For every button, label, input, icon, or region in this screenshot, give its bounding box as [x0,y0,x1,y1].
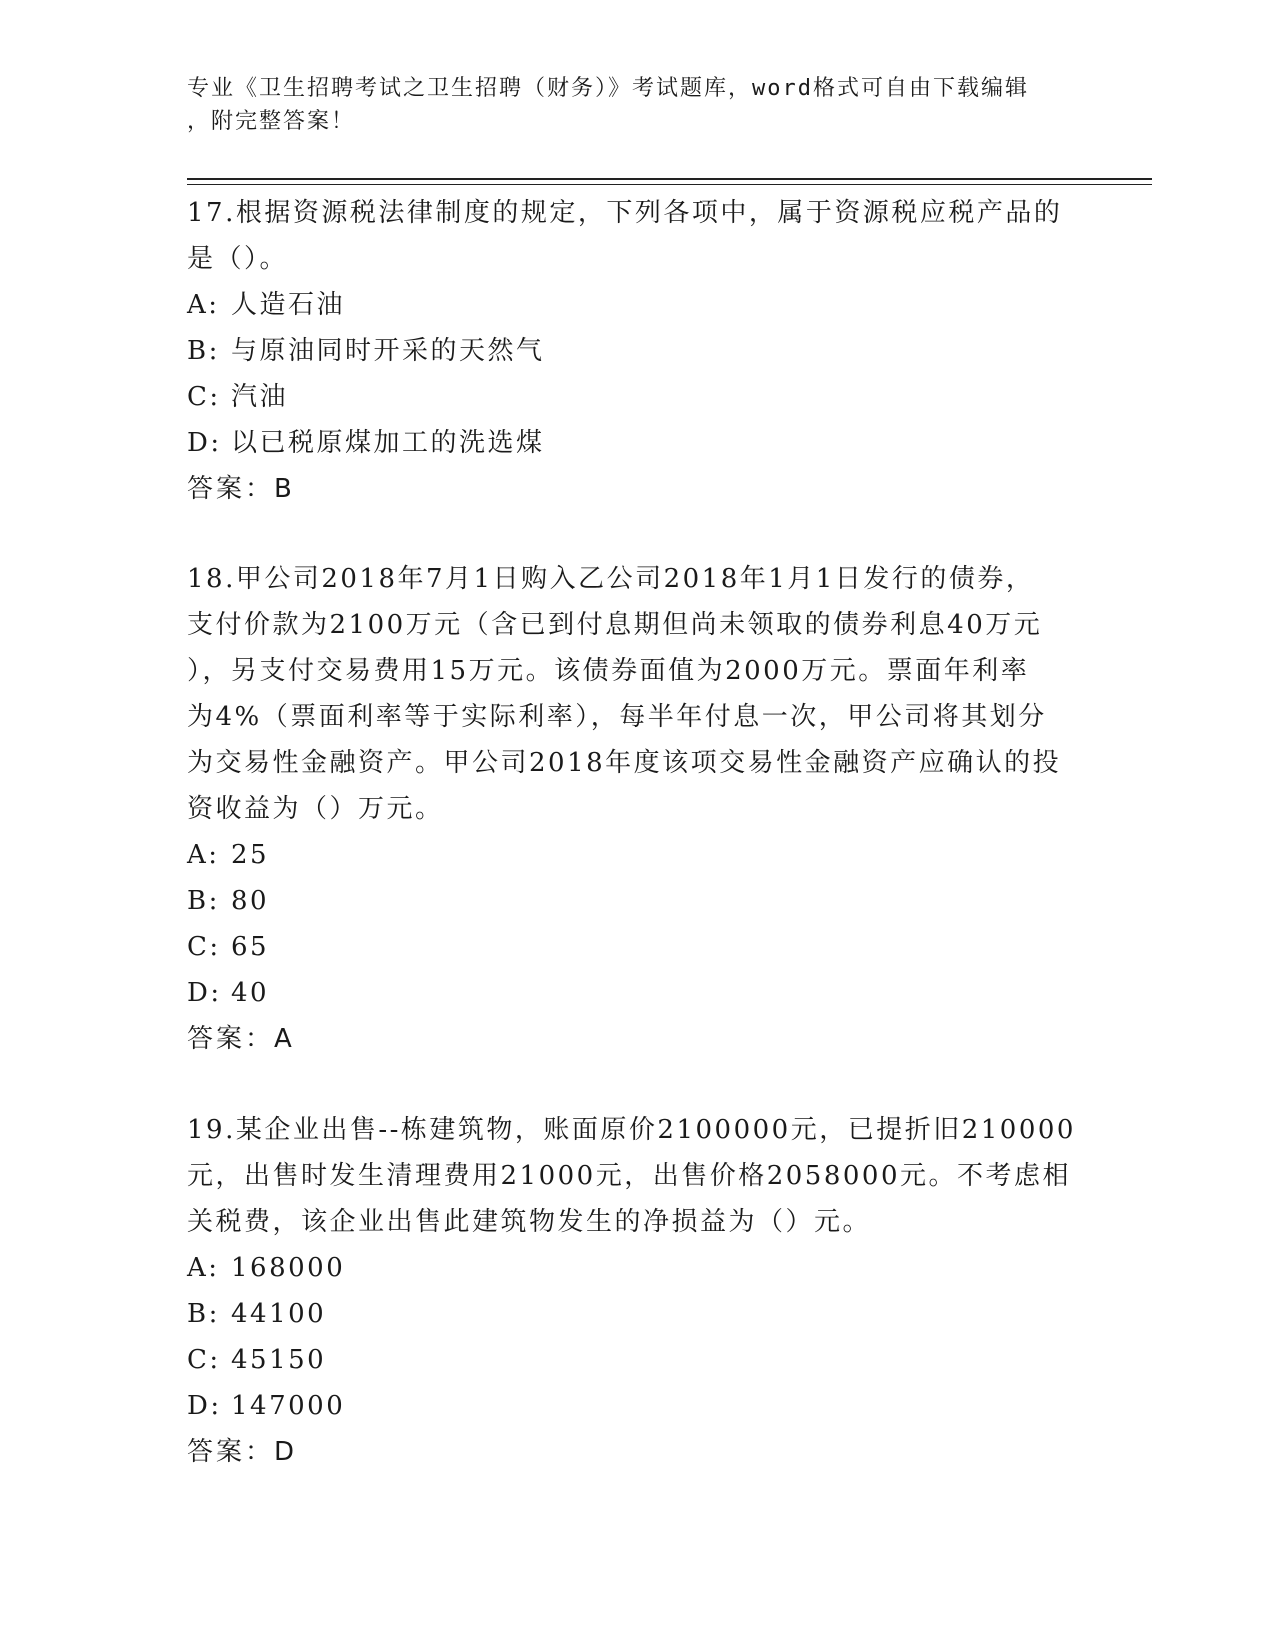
header-divider-thick [187,178,1152,180]
option-d [187,420,1087,466]
option-b [187,1291,1087,1337]
question-text-line: 关税费，该企业出售此建筑物发生的净损益为（）元。 [187,1207,872,1237]
header-line-1: 专业《卫生招聘考试之卫生招聘（财务）》考试题库，word格式可自由下载编辑 [187,76,1029,101]
option-label: A: [187,840,220,870]
answer-line: 答案：B [187,474,295,504]
option-text: 以已税原煤加工的洗选煤 [231,428,545,458]
question-text-line: 为4%（票面利率等于实际利率），每半年付息一次，甲公司将其划分 [187,702,1047,732]
option-d [187,1383,1087,1429]
option-text: 168000 [231,1253,346,1283]
option-label: B: [187,886,220,916]
answer-line: 答案：D [187,1437,298,1467]
option-label: D: [187,978,222,1008]
option-label: D: [187,1391,222,1421]
question-text-line: 为交易性金融资产。甲公司2018年度该项交易性金融资产应确认的投 [187,748,1062,778]
answer-line: 答案：A [187,1024,295,1054]
question-text-line: 支付价款为2100万元（含已到付息期但尚未领取的债券利息40万元 [187,610,1043,640]
option-text: 44100 [231,1299,327,1329]
option-a [187,832,1087,878]
option-label: D: [187,428,222,458]
question-text-line: 是（）。 [187,244,289,274]
option-b [187,878,1087,924]
question-18 [187,556,1087,1062]
document-header [187,72,1087,138]
option-label: C: [187,382,221,412]
question-text-line: ），另支付交易费用15万元。该债券面值为2000万元。票面年利率 [187,656,1030,686]
option-label: C: [187,932,221,962]
option-text: 汽油 [231,382,289,412]
option-label: B: [187,336,220,366]
option-label: A: [187,1253,220,1283]
header-line-2: ，附完整答案！ [187,109,356,134]
option-text: 80 [231,886,270,916]
option-text: 40 [231,978,270,1008]
question-text-line: 17.根据资源税法律制度的规定，下列各项中，属于资源税应税产品的 [187,198,1063,228]
option-text: 147000 [231,1391,346,1421]
option-text: 45150 [231,1345,327,1375]
option-a [187,282,1087,328]
option-c [187,374,1087,420]
option-label: B: [187,1299,220,1329]
option-d [187,970,1087,1016]
option-text: 65 [231,932,270,962]
header-divider-thin [187,184,1152,185]
option-label: A: [187,290,220,320]
option-c [187,924,1087,970]
option-text: 25 [231,840,270,870]
question-17 [187,190,1087,512]
option-label: C: [187,1345,221,1375]
question-text-line: 19.某企业出售--栋建筑物，账面原价2100000元，已提折旧210000 [187,1115,1076,1145]
option-text: 人造石油 [231,290,346,320]
question-text-line: 资收益为（）万元。 [187,794,444,824]
option-a [187,1245,1087,1291]
option-b [187,328,1087,374]
option-c [187,1337,1087,1383]
question-19 [187,1107,1087,1475]
question-text-line: 18.甲公司2018年7月1日购入乙公司2018年1月1日发行的债券， [187,564,1035,594]
option-text: 与原油同时开采的天然气 [231,336,545,366]
question-text-line: 元，出售时发生清理费用21000元，出售价格2058000元。不考虑相 [187,1161,1072,1191]
